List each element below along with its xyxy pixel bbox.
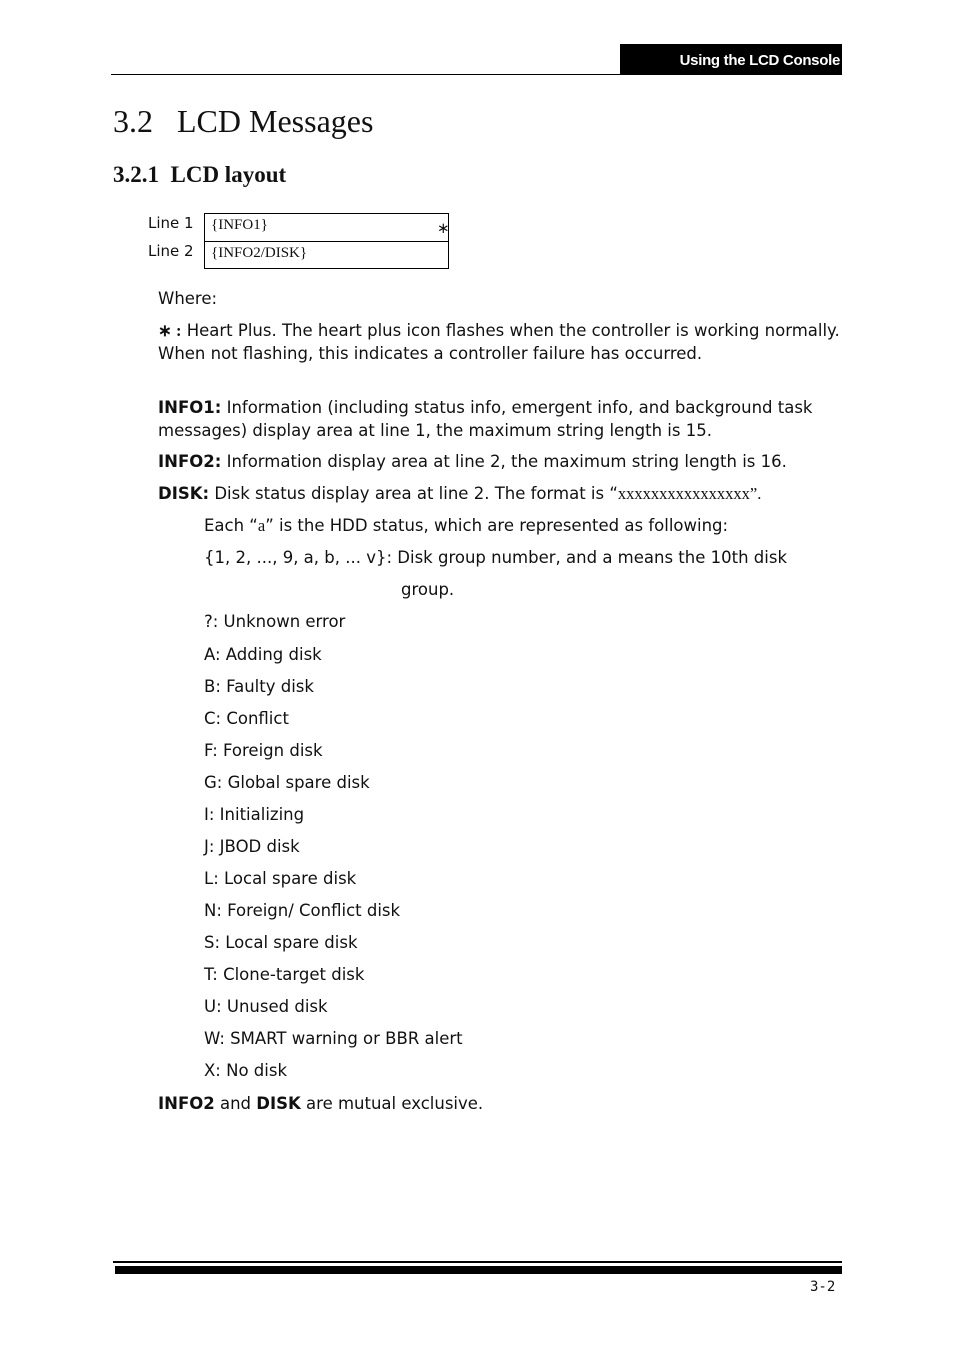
status-code-item: U: Unused disk (204, 997, 328, 1016)
info1-text: Information (including status info, emergent info, and background task messages) display area at line 1, the maximum string length is 15. (158, 398, 813, 440)
excl-term-1: INFO2 (158, 1094, 215, 1113)
status-code-item: G: Global spare disk (204, 773, 370, 792)
status-code-item: C: Conflict (204, 709, 289, 728)
lcd-line-1-text: {INFO1} (211, 217, 268, 233)
subsection-heading: 3.2.1 LCD layout (113, 162, 287, 187)
status-code-item: L: Local spare disk (204, 869, 357, 888)
section-heading: 3.2 LCD Messages (113, 103, 374, 139)
status-code-item: I: Initializing (204, 805, 305, 824)
disk-format: xxxxxxxxxxxxxxxx (617, 484, 750, 503)
info2-description (158, 451, 848, 474)
disk-description (158, 483, 858, 506)
page-number: 3-2 (810, 1279, 836, 1295)
status-code-item: J: JBOD disk (204, 837, 300, 856)
heart-symbol: ∗ : (158, 321, 182, 340)
status-code-item: S: Local spare disk (204, 933, 358, 952)
disk-group-line: {1, 2, ..., 9, a, b, ... v}: Disk group number, and a means the 10th disk (204, 548, 788, 567)
heart-plus-icon: ∗ (437, 221, 450, 237)
disk-text: Disk status display area at line 2. The format is “ (209, 484, 618, 503)
lcd-divider (204, 241, 449, 242)
lcd-line-2-label: Line 2 (148, 242, 194, 260)
mutual-exclusive-note (158, 1093, 483, 1116)
status-code-item: T: Clone-target disk (204, 965, 365, 984)
status-code-item: A: Adding disk (204, 645, 322, 664)
status-code-item: ?: Unknown error (204, 612, 346, 631)
footer-rule-thick (115, 1266, 842, 1274)
info2-term: INFO2: (158, 452, 222, 471)
hdd-status-intro (204, 515, 728, 538)
excl-mid: and (214, 1094, 257, 1113)
lcd-line-1-label: Line 1 (148, 214, 194, 232)
each-post: ” is the HDD status, which are represented as following: (265, 516, 729, 535)
where-label: Where: (158, 289, 218, 308)
each-letter: a (257, 516, 266, 535)
info1-description (158, 397, 848, 442)
excl-end: are mutual exclusive. (300, 1094, 484, 1113)
info2-text: Information display area at line 2, the maximum string length is 16. (221, 452, 787, 471)
chapter-tab: Using the LCD Console (620, 44, 842, 75)
status-code-item: W: SMART warning or BBR alert (204, 1029, 463, 1048)
heart-text: Heart Plus. The heart plus icon flashes when the controller is working normally. When not flashing, this indicates a controller failure has occurred. (158, 321, 840, 363)
excl-term-2: DISK (256, 1094, 301, 1113)
footer-rule-thin (113, 1261, 842, 1263)
heart-plus-description (158, 320, 848, 365)
status-code-item: F: Foreign disk (204, 741, 323, 760)
info1-term: INFO1: (158, 398, 222, 417)
status-code-item: X: No disk (204, 1061, 287, 1080)
each-pre: Each “ (204, 516, 258, 535)
disk-term: DISK: (158, 484, 210, 503)
lcd-line-2-text: {INFO2/DISK} (211, 245, 308, 261)
header-rule (111, 74, 842, 75)
disk-format-end: ”. (749, 484, 762, 503)
status-code-item: B: Faulty disk (204, 677, 314, 696)
disk-group-continuation: group. (401, 580, 455, 599)
status-code-item: N: Foreign/ Conflict disk (204, 901, 401, 920)
